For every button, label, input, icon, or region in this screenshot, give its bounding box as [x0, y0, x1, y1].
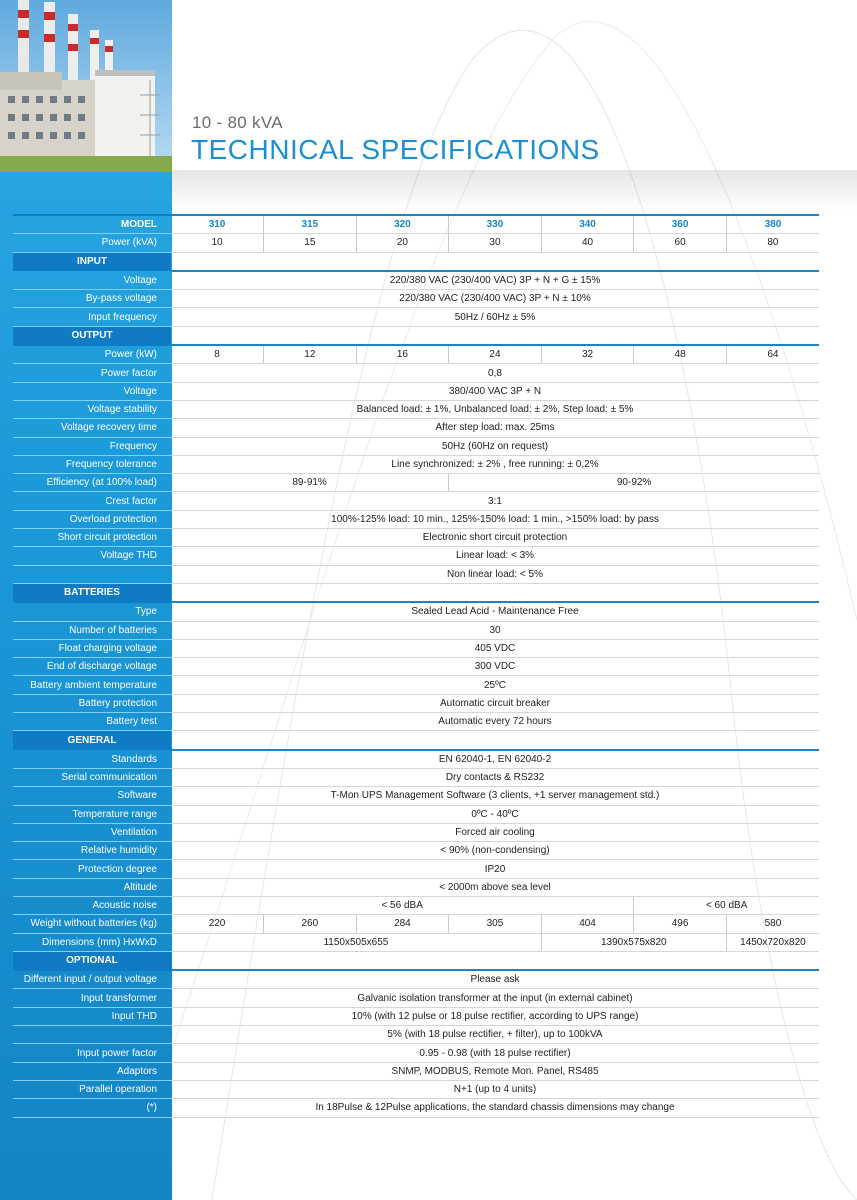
- section-header-output: [13, 326, 819, 345]
- model-number: 340: [541, 215, 634, 234]
- spec-value: 300 VDC: [171, 658, 819, 676]
- spec-value: 30: [171, 621, 819, 639]
- model-number: 320: [356, 215, 449, 234]
- spec-row: [13, 933, 819, 951]
- spec-value: 405 VDC: [171, 639, 819, 657]
- spec-row: [13, 529, 819, 547]
- spec-label: Crest factor: [13, 492, 171, 510]
- section-title: OUTPUT: [13, 326, 171, 345]
- spec-label: Input power factor: [13, 1044, 171, 1062]
- spec-value: In 18Pulse & 12Pulse applications, the standard chassis dimensions may change: [171, 1099, 819, 1117]
- spec-value: Electronic short circuit protection: [171, 529, 819, 547]
- spec-value: Dry contacts & RS232: [171, 768, 819, 786]
- spec-row: [13, 510, 819, 528]
- section-rule: [171, 326, 819, 345]
- spec-value: 100%-125% load: 10 min., 125%-150% load: 1 min., >150% load: by pass: [171, 510, 819, 528]
- header-shadow: [172, 170, 857, 210]
- spec-row: [13, 768, 819, 786]
- section-rule: [171, 583, 819, 602]
- model-number: 380: [726, 215, 819, 234]
- spec-row: [13, 823, 819, 841]
- spec-label: Frequency: [13, 437, 171, 455]
- spec-value: Line synchronized: ± 2% , free running: ± 0,2%: [171, 455, 819, 473]
- spec-label: Input transformer: [13, 989, 171, 1007]
- spec-value: 1150x505x655: [171, 933, 541, 951]
- spec-label: Power factor: [13, 364, 171, 382]
- spec-value: Please ask: [171, 970, 819, 989]
- section-title: BATTERIES: [13, 583, 171, 602]
- spec-value: Balanced load: ± 1%, Unbalanced load: ± 2%, Step load: ± 5%: [171, 400, 819, 418]
- spec-label: Type: [13, 602, 171, 621]
- spec-label: Protection degree: [13, 860, 171, 878]
- spec-value: 89-91%: [171, 474, 449, 492]
- section-header-optional: [13, 951, 819, 970]
- spec-label: [13, 1026, 171, 1044]
- spec-value: 50Hz / 60Hz ± 5%: [171, 308, 819, 326]
- spec-value: 0ºC - 40ºC: [171, 805, 819, 823]
- spec-row: [13, 345, 819, 364]
- spec-label: Power (kVA): [13, 234, 171, 252]
- spec-value: 220/380 VAC (230/400 VAC) 3P + N ± 10%: [171, 290, 819, 308]
- spec-row: [13, 565, 819, 583]
- spec-label: Adaptors: [13, 1062, 171, 1080]
- spec-row: [13, 547, 819, 565]
- spec-label: By-pass voltage: [13, 290, 171, 308]
- spec-label: Overload protection: [13, 510, 171, 528]
- spec-row: [13, 621, 819, 639]
- spec-value: 16: [356, 345, 449, 364]
- spec-value: 8: [171, 345, 264, 364]
- spec-value: IP20: [171, 860, 819, 878]
- spec-label: Voltage recovery time: [13, 419, 171, 437]
- spec-row: [13, 989, 819, 1007]
- spec-row: [13, 896, 819, 914]
- spec-value: 496: [634, 915, 727, 933]
- spec-label: Input THD: [13, 1007, 171, 1025]
- section-title: OPTIONAL: [13, 951, 171, 970]
- spec-label: Voltage THD: [13, 547, 171, 565]
- spec-value: 90-92%: [449, 474, 819, 492]
- spec-value: 48: [634, 345, 727, 364]
- spec-value: 5% (with 18 pulse rectifier, + filter), up to 100kVA: [171, 1026, 819, 1044]
- spec-label: Voltage: [13, 271, 171, 290]
- spec-label: Voltage: [13, 382, 171, 400]
- page-subtitle: 10 - 80 kVA: [192, 113, 283, 132]
- spec-label: Battery test: [13, 713, 171, 731]
- section-header-input: [13, 252, 819, 271]
- spec-row: [13, 878, 819, 896]
- spec-label: Input frequency: [13, 308, 171, 326]
- spec-label: Battery protection: [13, 694, 171, 712]
- spec-label: Relative humidity: [13, 842, 171, 860]
- spec-row: [13, 308, 819, 326]
- spec-row: [13, 915, 819, 933]
- spec-row: [13, 602, 819, 621]
- spec-label: Different input / output voltage: [13, 970, 171, 989]
- spec-label: Parallel operation: [13, 1080, 171, 1098]
- spec-value: EN 62040-1, EN 62040-2: [171, 750, 819, 769]
- spec-label: Altitude: [13, 878, 171, 896]
- spec-value: 80: [726, 234, 819, 252]
- spec-value: Galvanic isolation transformer at the input (in external cabinet): [171, 989, 819, 1007]
- spec-row: [13, 419, 819, 437]
- spec-value: 284: [356, 915, 449, 933]
- spec-row: [13, 639, 819, 657]
- spec-label: Serial communication: [13, 768, 171, 786]
- spec-value: 15: [264, 234, 357, 252]
- spec-row: [13, 694, 819, 712]
- spec-row: [13, 1080, 819, 1098]
- spec-label: Voltage stability: [13, 400, 171, 418]
- spec-value: 305: [449, 915, 542, 933]
- model-number: 360: [634, 215, 727, 234]
- spec-value: 580: [726, 915, 819, 933]
- spec-value: 20: [356, 234, 449, 252]
- spec-row: [13, 713, 819, 731]
- spec-value: 0.95 - 0.98 (with 18 pulse rectifier): [171, 1044, 819, 1062]
- spec-label: Temperature range: [13, 805, 171, 823]
- spec-row: [13, 805, 819, 823]
- spec-row: [13, 492, 819, 510]
- page-title: TECHNICAL SPECIFICATIONS: [191, 134, 600, 165]
- spec-value: After step load: max. 25ms: [171, 419, 819, 437]
- spec-row: [13, 787, 819, 805]
- spec-label: Weight without batteries (kg): [13, 915, 171, 933]
- spec-value: Automatic every 72 hours: [171, 713, 819, 731]
- spec-row: [13, 970, 819, 989]
- spec-row: [13, 271, 819, 290]
- section-header-batteries: [13, 583, 819, 602]
- model-label: MODEL: [13, 215, 171, 234]
- spec-row: [13, 290, 819, 308]
- spec-value: < 90% (non-condensing): [171, 842, 819, 860]
- spec-row: [13, 234, 819, 252]
- spec-value: 1450x720x820: [726, 933, 819, 951]
- spec-row: [13, 437, 819, 455]
- spec-row: [13, 1099, 819, 1117]
- section-title: INPUT: [13, 252, 171, 271]
- spec-row: [13, 658, 819, 676]
- spec-value: < 56 dBA: [171, 896, 634, 914]
- spec-value: SNMP, MODBUS, Remote Mon. Panel, RS485: [171, 1062, 819, 1080]
- spec-label: Standards: [13, 750, 171, 769]
- spec-row: [13, 455, 819, 473]
- spec-value: 24: [449, 345, 542, 364]
- spec-value: 3:1: [171, 492, 819, 510]
- spec-value: 260: [264, 915, 357, 933]
- section-title: GENERAL: [13, 731, 171, 750]
- spec-value: Linear load: < 3%: [171, 547, 819, 565]
- spec-label: Efficiency (at 100% load): [13, 474, 171, 492]
- spec-value: 380/400 VAC 3P + N: [171, 382, 819, 400]
- spec-value: Forced air cooling: [171, 823, 819, 841]
- spec-value: 404: [541, 915, 634, 933]
- power-plant-photo: [0, 0, 172, 172]
- spec-value: 10% (with 12 pulse or 18 pulse rectifier, according to UPS range): [171, 1007, 819, 1025]
- spec-row: [13, 860, 819, 878]
- spec-value: 25ºC: [171, 676, 819, 694]
- spec-row: [13, 474, 819, 492]
- spec-value: < 2000m above sea level: [171, 878, 819, 896]
- spec-label: (*): [13, 1099, 171, 1117]
- spec-value: 10: [171, 234, 264, 252]
- spec-row: [13, 382, 819, 400]
- spec-row: [13, 750, 819, 769]
- model-number: 310: [171, 215, 264, 234]
- section-header-general: [13, 731, 819, 750]
- spec-value: < 60 dBA: [634, 896, 819, 914]
- spec-label: Frequency tolerance: [13, 455, 171, 473]
- spec-value: Non linear load: < 5%: [171, 565, 819, 583]
- spec-label: [13, 565, 171, 583]
- spec-row: [13, 842, 819, 860]
- section-rule: [171, 731, 819, 750]
- spec-label: Dimensions (mm) HxWxD: [13, 933, 171, 951]
- model-header-row: [13, 215, 819, 234]
- spec-value: 1390x575x820: [541, 933, 726, 951]
- spec-label: Ventilation: [13, 823, 171, 841]
- section-rule: [171, 951, 819, 970]
- spec-value: T-Mon UPS Management Software (3 clients, +1 server management std.): [171, 787, 819, 805]
- spec-value: Sealed Lead Acid - Maintenance Free: [171, 602, 819, 621]
- spec-value: 40: [541, 234, 634, 252]
- spec-label: Software: [13, 787, 171, 805]
- spec-label: Number of batteries: [13, 621, 171, 639]
- spec-value: N+1 (up to 4 units): [171, 1080, 819, 1098]
- model-number: 330: [449, 215, 542, 234]
- spec-label: Acoustic noise: [13, 896, 171, 914]
- spec-row: [13, 1007, 819, 1025]
- spec-value: 30: [449, 234, 542, 252]
- spec-value: 220: [171, 915, 264, 933]
- spec-label: End of discharge voltage: [13, 658, 171, 676]
- spec-row: [13, 400, 819, 418]
- spec-label: Short circuit protection: [13, 529, 171, 547]
- spec-row: [13, 364, 819, 382]
- specifications-table: [13, 214, 819, 1118]
- spec-row: [13, 1026, 819, 1044]
- spec-value: 220/380 VAC (230/400 VAC) 3P + N + G ± 15%: [171, 271, 819, 290]
- spec-value: 0,8: [171, 364, 819, 382]
- model-number: 315: [264, 215, 357, 234]
- spec-value: 50Hz (60Hz on request): [171, 437, 819, 455]
- spec-value: Automatic circuit breaker: [171, 694, 819, 712]
- spec-value: 32: [541, 345, 634, 364]
- spec-row: [13, 1062, 819, 1080]
- spec-value: 60: [634, 234, 727, 252]
- spec-value: 12: [264, 345, 357, 364]
- spec-label: Battery ambient temperature: [13, 676, 171, 694]
- spec-value: 64: [726, 345, 819, 364]
- section-rule: [171, 252, 819, 271]
- spec-label: Power (kW): [13, 345, 171, 364]
- spec-row: [13, 676, 819, 694]
- spec-label: Float charging voltage: [13, 639, 171, 657]
- spec-row: [13, 1044, 819, 1062]
